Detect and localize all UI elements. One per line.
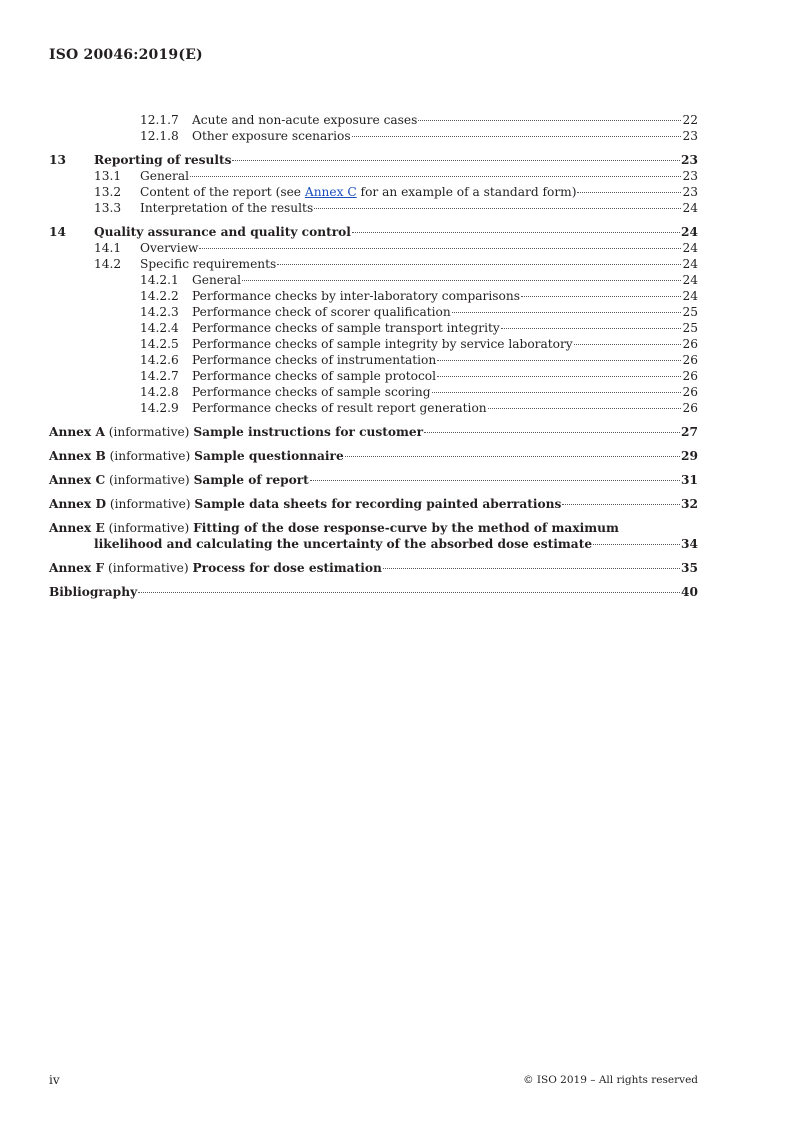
toc-title-line2: likelihood and calculating the uncertainty of the absorbed dose estimate	[94, 537, 593, 551]
toc-entry-annex-c[interactable]	[49, 472, 698, 488]
toc-entry-12-1-8[interactable]	[49, 128, 698, 144]
dot-leader	[242, 280, 681, 281]
toc-page: 26	[682, 401, 698, 415]
toc-page: 40	[681, 585, 698, 599]
toc-title	[140, 184, 576, 200]
dot-leader	[310, 480, 680, 481]
toc-title: Performance checks of sample scoring	[192, 385, 431, 399]
dot-leader	[432, 392, 682, 393]
toc-entry-bibliography[interactable]	[49, 584, 698, 600]
dot-leader	[562, 504, 680, 505]
dot-leader	[424, 432, 680, 433]
toc-page: 23	[682, 129, 698, 143]
toc-number: 14.2.7	[140, 369, 179, 383]
toc-entry-14-2-3[interactable]	[49, 304, 698, 320]
annex-label: Annex D	[49, 497, 107, 511]
toc-title: Sample instructions for customer	[193, 425, 424, 439]
toc-page: 22	[682, 113, 698, 127]
toc-title: Reporting of results	[94, 153, 232, 167]
dot-leader	[452, 312, 682, 313]
dot-leader	[383, 568, 680, 569]
toc-page: 25	[682, 321, 698, 335]
toc-title: Performance checks of result report generation	[192, 401, 487, 415]
toc-title: Performance checks of instrumentation	[192, 353, 437, 367]
toc-number: 14.2.3	[140, 305, 179, 319]
dot-leader	[314, 208, 681, 209]
toc-number: 14.2.8	[140, 385, 179, 399]
toc-page: 23	[682, 185, 698, 199]
toc-entry-13-2[interactable]	[49, 184, 698, 200]
toc-page: 29	[681, 449, 698, 463]
toc-title: Performance checks of sample integrity by service laboratory	[192, 337, 573, 351]
dot-leader	[437, 360, 681, 361]
toc-entry-14[interactable]	[49, 224, 698, 240]
toc-title: Quality assurance and quality control	[94, 225, 351, 239]
toc-title: General	[192, 273, 241, 287]
toc-number: 13	[49, 153, 66, 167]
toc-entry-annex-b[interactable]	[49, 448, 698, 464]
toc-entry-13-3[interactable]	[49, 200, 698, 216]
toc-page: 25	[682, 305, 698, 319]
toc-entry-14-2-9[interactable]	[49, 400, 698, 416]
toc-page: 35	[681, 561, 698, 575]
toc-page: 23	[681, 153, 698, 167]
toc-title: Performance check of scorer qualification	[192, 305, 451, 319]
annex-c-link[interactable]: Annex C	[304, 185, 357, 199]
toc-number: 14	[49, 225, 66, 239]
toc-number: 14.2.2	[140, 289, 179, 303]
toc-title: Overview	[140, 241, 199, 255]
toc-title: Bibliography	[49, 585, 138, 599]
annex-label: Annex F	[49, 561, 105, 575]
toc-title: Performance checks of sample protocol	[192, 369, 437, 383]
toc-number: 14.2.9	[140, 401, 179, 415]
dot-leader	[199, 248, 681, 249]
toc-page: 24	[682, 257, 698, 271]
toc-entry-14-2-7[interactable]	[49, 368, 698, 384]
toc-title: Other exposure scenarios	[192, 129, 351, 143]
toc-page: 26	[682, 369, 698, 383]
toc-number: 12.1.7	[140, 113, 179, 127]
annex-type: (informative)	[105, 473, 194, 487]
toc-title-text: Content of the report (see	[140, 185, 305, 199]
document-id-header: ISO 20046:2019(E)	[49, 47, 203, 63]
toc-entry-14-2-1[interactable]	[49, 272, 698, 288]
toc-title: Performance checks by inter-laboratory comparisons	[192, 289, 520, 303]
toc-page: 24	[682, 241, 698, 255]
toc-entry-annex-d[interactable]	[49, 496, 698, 512]
dot-leader	[138, 592, 680, 593]
toc-entry-12-1-7[interactable]	[49, 112, 698, 128]
toc-number: 13.2	[94, 185, 122, 199]
annex-type: (informative)	[104, 521, 194, 535]
dot-leader	[521, 296, 682, 297]
toc-entry-14-2-4[interactable]	[49, 320, 698, 336]
toc-entry-14-2-5[interactable]	[49, 336, 698, 352]
annex-type: (informative)	[106, 497, 195, 511]
annex-type: (informative)	[105, 449, 195, 463]
dot-leader	[277, 264, 681, 265]
dot-leader	[488, 408, 682, 409]
toc-page: 24	[682, 273, 698, 287]
toc-number: 14.2.4	[140, 321, 179, 335]
dot-leader	[501, 328, 682, 329]
dot-leader	[437, 376, 681, 377]
toc-entry-annex-a[interactable]	[49, 424, 698, 440]
toc-entry-14-2[interactable]	[49, 256, 698, 272]
toc-page: 26	[682, 337, 698, 351]
toc-number: 13.3	[94, 201, 122, 215]
table-of-contents	[49, 112, 698, 600]
toc-page: 24	[681, 225, 698, 239]
annex-type: (informative)	[104, 561, 193, 575]
dot-leader	[232, 160, 680, 161]
dot-leader	[345, 456, 680, 457]
toc-number: 14.2	[94, 257, 122, 271]
toc-page: 24	[682, 289, 698, 303]
toc-number: 14.2.5	[140, 337, 179, 351]
dot-leader	[577, 192, 681, 193]
toc-title: Specific requirements	[140, 257, 277, 271]
dot-leader	[352, 232, 680, 233]
toc-entry-14-1[interactable]	[49, 240, 698, 256]
toc-number: 14.1	[94, 241, 122, 255]
toc-title: Sample data sheets for recording painted aberrations	[194, 497, 562, 511]
annex-type: (informative)	[104, 425, 194, 439]
toc-entry-14-2-6[interactable]	[49, 352, 698, 368]
toc-page: 31	[681, 473, 698, 487]
toc-entry-13-1[interactable]	[49, 168, 698, 184]
toc-page: 24	[682, 201, 698, 215]
toc-title-line1: Fitting of the dose response-curve by the method of maximum	[193, 521, 619, 535]
toc-entry-annex-f[interactable]	[49, 560, 698, 576]
copyright-notice: © ISO 2019 – All rights reserved	[523, 1074, 698, 1086]
dot-leader	[418, 120, 681, 121]
annex-label: Annex E	[49, 521, 105, 535]
annex-label: Annex C	[49, 473, 106, 487]
toc-title-text: for an example of a standard form)	[356, 185, 577, 199]
toc-entry-14-2-2[interactable]	[49, 288, 698, 304]
annex-label: Annex A	[49, 425, 105, 439]
toc-title: Acute and non-acute exposure cases	[192, 113, 418, 127]
toc-entry-14-2-8[interactable]	[49, 384, 698, 400]
dot-leader	[190, 176, 681, 177]
toc-title: General	[140, 169, 189, 183]
toc-page: 34	[681, 537, 698, 551]
toc-title: Interpretation of the results	[140, 201, 314, 215]
toc-entry-annex-e[interactable]	[49, 520, 698, 552]
toc-number: 14.2.6	[140, 353, 179, 367]
toc-title: Sample of report	[193, 473, 309, 487]
toc-page: 23	[682, 169, 698, 183]
page-number: iv	[49, 1073, 60, 1087]
toc-page: 32	[681, 497, 698, 511]
toc-page: 27	[681, 425, 698, 439]
toc-title: Process for dose estimation	[192, 561, 382, 575]
toc-title: Sample questionnaire	[194, 449, 344, 463]
toc-number: 12.1.8	[140, 129, 179, 143]
dot-leader	[352, 136, 682, 137]
dot-leader	[593, 544, 680, 545]
toc-page: 26	[682, 353, 698, 367]
toc-page: 26	[682, 385, 698, 399]
toc-number: 13.1	[94, 169, 122, 183]
toc-number: 14.2.1	[140, 273, 179, 287]
annex-label: Annex B	[49, 449, 106, 463]
toc-title: Performance checks of sample transport integrity	[192, 321, 500, 335]
toc-entry-13[interactable]	[49, 152, 698, 168]
dot-leader	[574, 344, 682, 345]
